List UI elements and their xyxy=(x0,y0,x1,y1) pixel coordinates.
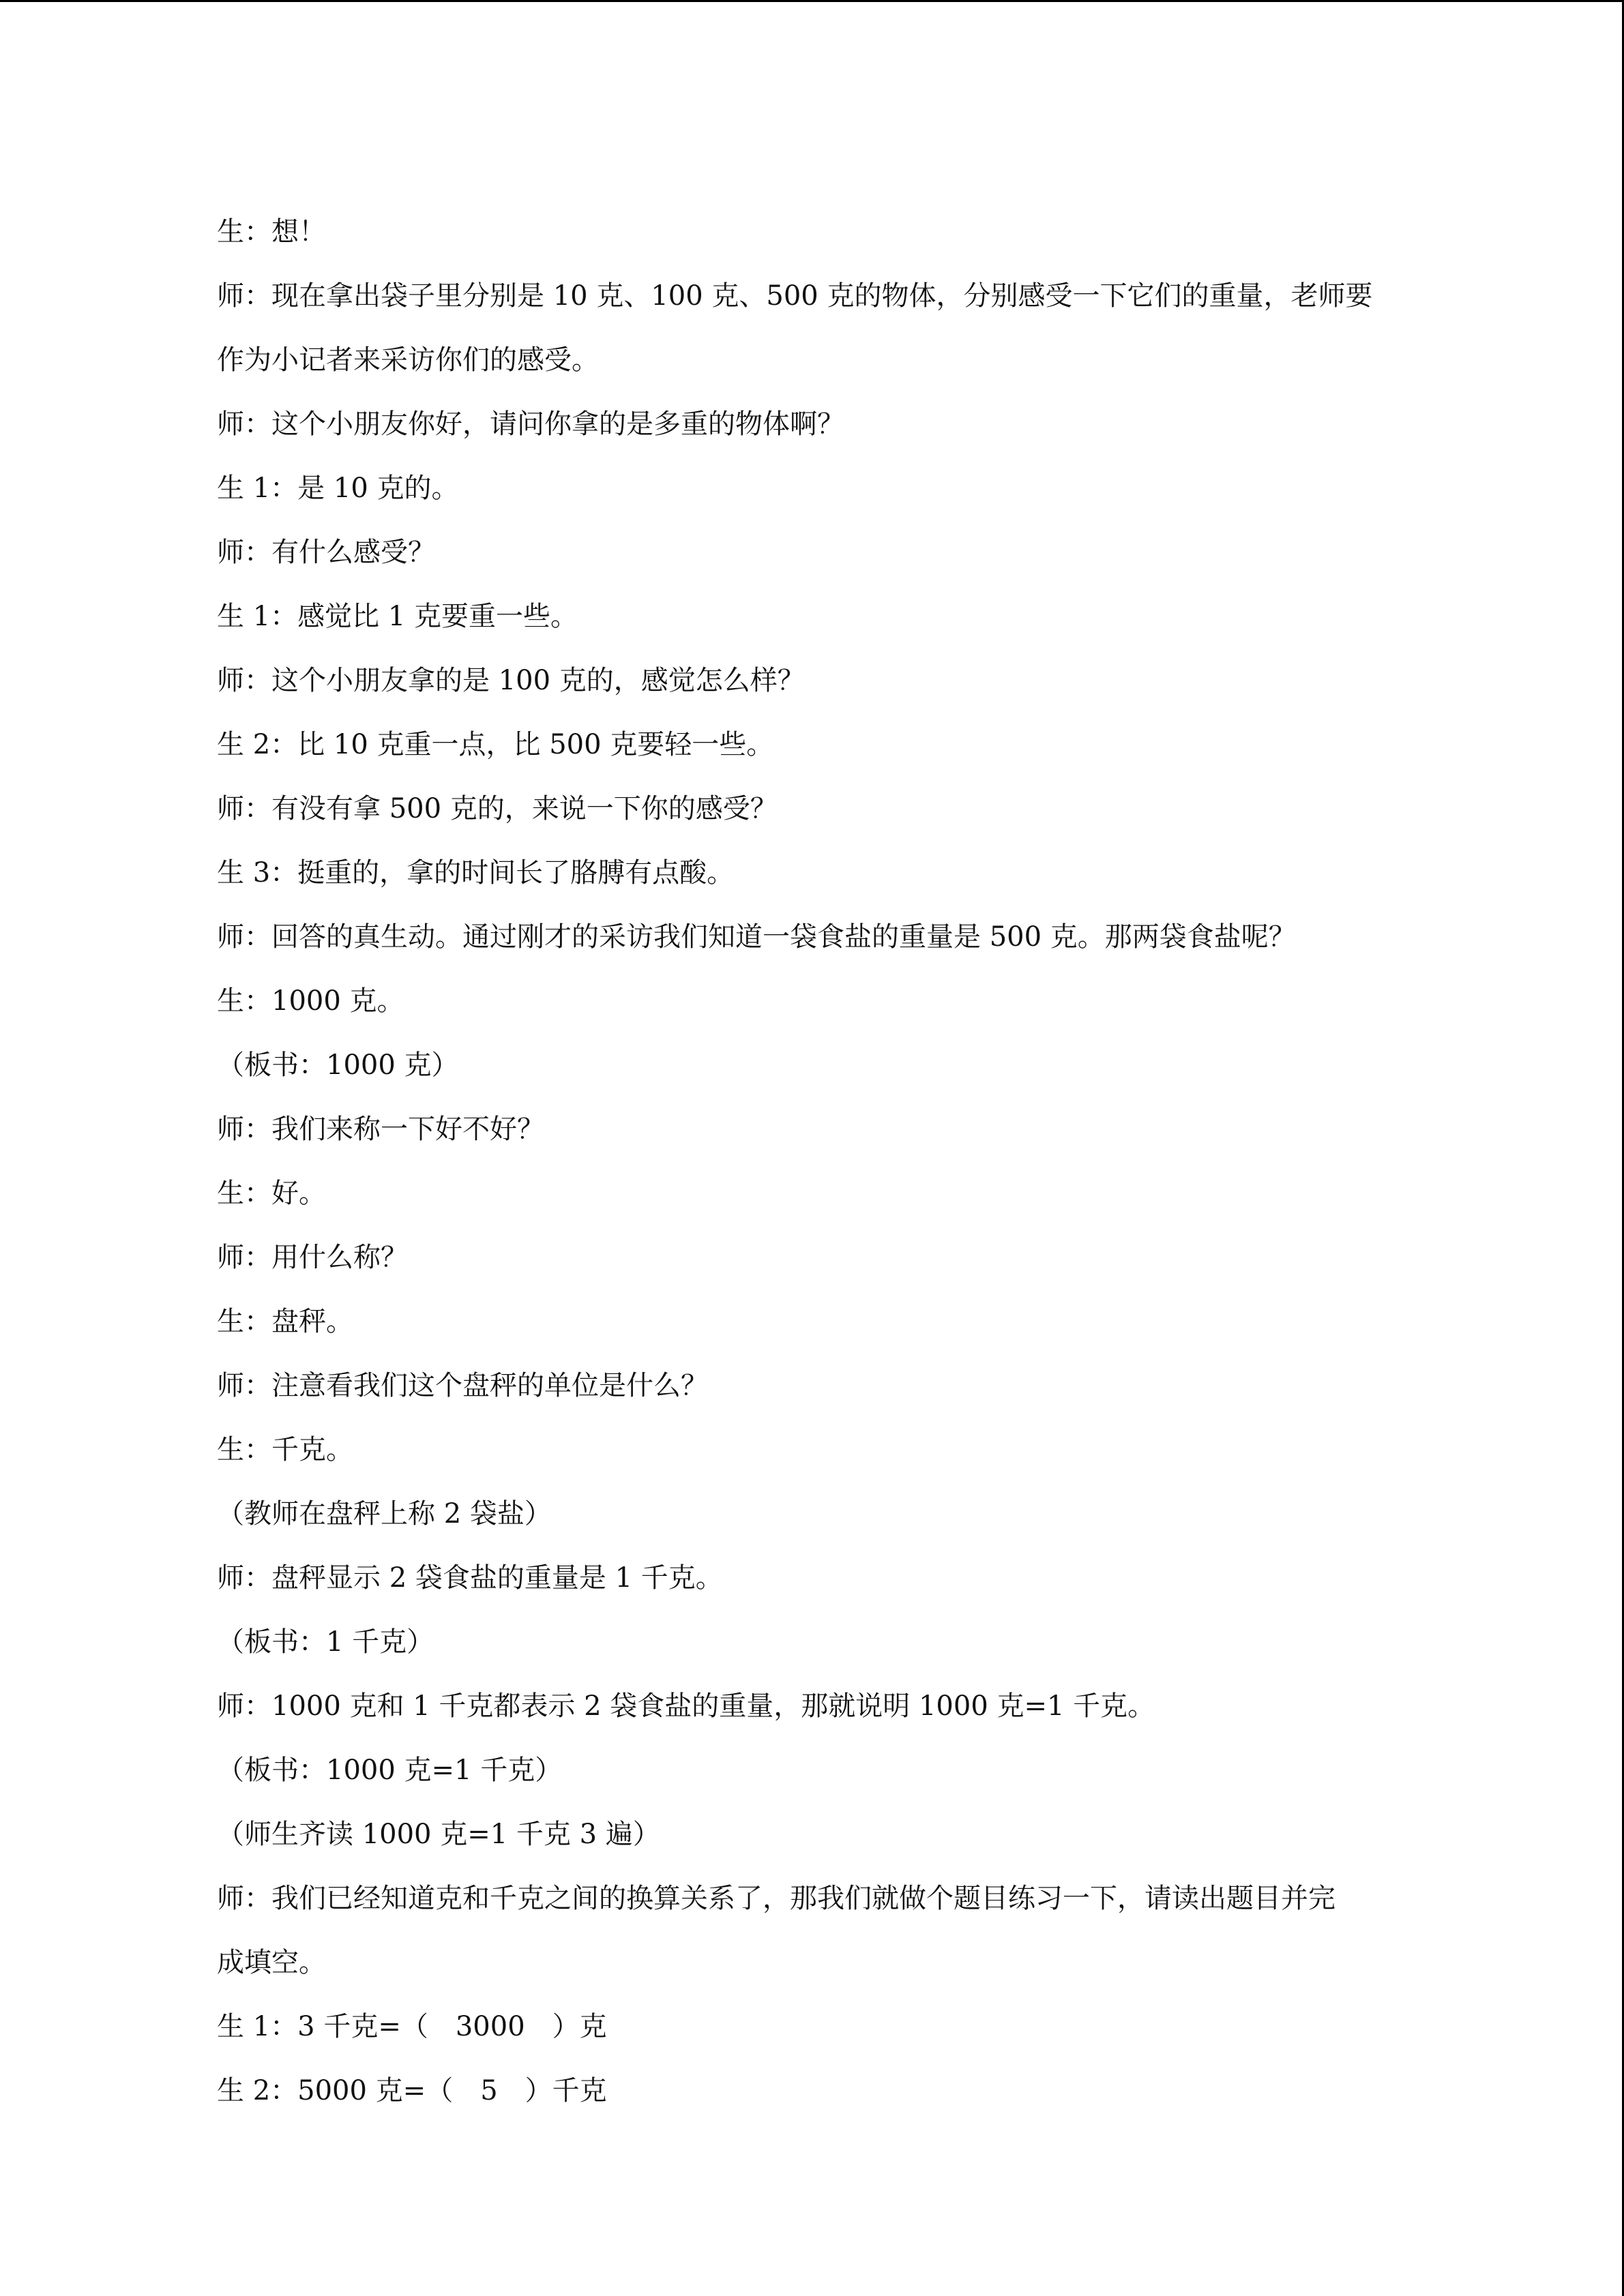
text-line: 师：有什么感受？ xyxy=(217,537,435,568)
text-line: 师：我们来称一下好不好？ xyxy=(217,1114,544,1145)
text-line: 生 1：3 千克=（ 3000 ）克 xyxy=(217,2011,607,2042)
text-line: 师：用什么称？ xyxy=(217,1242,408,1273)
document-body xyxy=(217,200,1417,2123)
text-line: 生 1：感觉比 1 克要重一些。 xyxy=(217,601,578,632)
text-line: 生：千克。 xyxy=(217,1434,353,1465)
text-line: 生：好。 xyxy=(217,1178,326,1209)
text-line: 生 1：是 10 克的。 xyxy=(217,473,459,504)
text-line: 生 2：比 10 克重一点，比 500 克要轻一些。 xyxy=(217,729,774,760)
text-line: 成填空。 xyxy=(217,1947,326,1978)
text-line: 师：盘秤显示 2 袋食盐的重量是 1 千克。 xyxy=(217,1562,723,1594)
text-line: 生：想！ xyxy=(217,216,326,248)
text-line: 生 2：5000 克=（ 5 ）千克 xyxy=(217,2075,607,2106)
text-line: 生：盘秤。 xyxy=(217,1306,353,1337)
text-line: 作为小记者来采访你们的感受。 xyxy=(217,344,599,376)
text-line: 生：1000 克。 xyxy=(217,985,404,1017)
text-line: （教师在盘秤上称 2 袋盐） xyxy=(217,1498,552,1530)
text-line: （师生齐读 1000 克=1 千克 3 遍） xyxy=(217,1819,660,1850)
text-line: 师：回答的真生动。通过刚才的采访我们知道一袋食盐的重量是 500 克。那两袋食盐呢？ xyxy=(217,921,1296,953)
text-line: （板书：1000 克=1 千克） xyxy=(217,1755,563,1786)
text-line: 师：我们已经知道克和千克之间的换算关系了，那我们就做个题目练习一下，请读出题目并完 xyxy=(217,1883,1335,1914)
text-line: 师：1000 克和 1 千克都表示 2 袋食盐的重量，那就说明 1000 克=1 千克。 xyxy=(217,1690,1155,1722)
text-line: 师：这个小朋友拿的是 100 克的，感觉怎么样？ xyxy=(217,665,805,696)
text-line: 生 3：挺重的，拿的时间长了胳膊有点酸。 xyxy=(217,857,735,889)
text-line: （板书：1 千克） xyxy=(217,1626,434,1658)
text-line: 师：这个小朋友你好，请问你拿的是多重的物体啊？ xyxy=(217,408,844,440)
text-line: 师：现在拿出袋子里分别是 10 克、100 克、500 克的物体，分别感受一下它们的重量，老师要 xyxy=(217,280,1373,312)
text-line: 师：有没有拿 500 克的，来说一下你的感受？ xyxy=(217,793,778,824)
text-line: 师：注意看我们这个盘秤的单位是什么？ xyxy=(217,1370,708,1401)
text-line: （板书：1000 克） xyxy=(217,1049,459,1081)
